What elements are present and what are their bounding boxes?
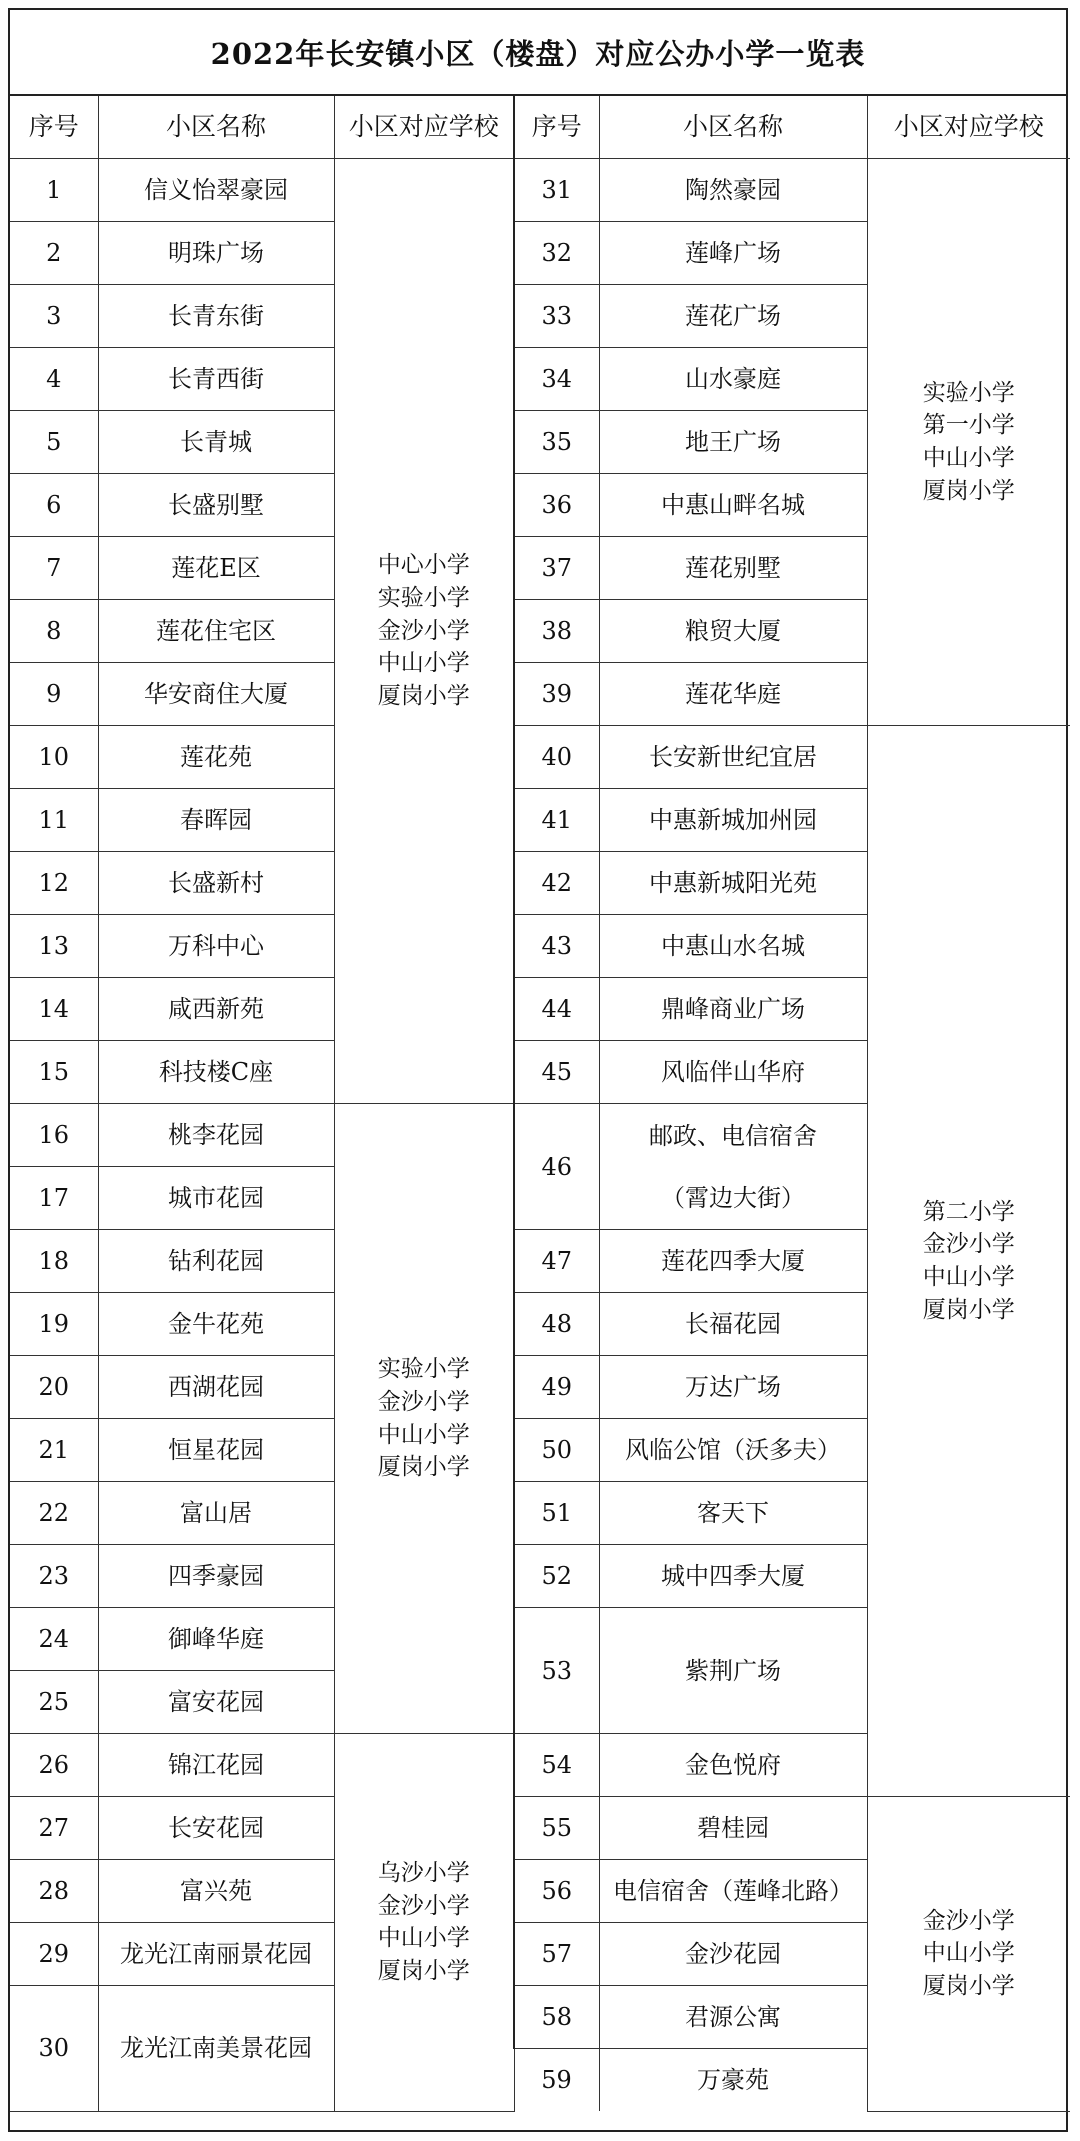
row-number: 21 xyxy=(10,1419,98,1482)
row-number: 4 xyxy=(10,348,98,411)
community-name: 长福花园 xyxy=(599,1293,867,1356)
header-no: 序号 xyxy=(10,96,98,159)
row-number: 14 xyxy=(10,978,98,1041)
row-number: 52 xyxy=(514,1545,599,1608)
row-number: 31 xyxy=(514,159,599,222)
row-number: 9 xyxy=(10,663,98,726)
community-name: 风临伴山华府 xyxy=(599,1041,867,1104)
row-number: 48 xyxy=(514,1293,599,1356)
community-name: 华安商住大厦 xyxy=(98,663,334,726)
row-number: 53 xyxy=(514,1608,599,1734)
assigned-schools: 中心小学 实验小学 金沙小学 中山小学 厦岗小学 xyxy=(334,159,514,1104)
community-name: 四季豪园 xyxy=(98,1545,334,1608)
community-name: 西湖花园 xyxy=(98,1356,334,1419)
community-name: 城市花园 xyxy=(98,1167,334,1230)
row-number: 22 xyxy=(10,1482,98,1545)
community-name: 信义怡翠豪园 xyxy=(98,159,334,222)
row-number: 10 xyxy=(10,726,98,789)
community-name: 风临公馆（沃多夫） xyxy=(599,1419,867,1482)
community-name: 君源公寓 xyxy=(599,1986,867,2049)
page-title: 2022年长安镇小区（楼盘）对应公办小学一览表 xyxy=(10,10,1066,96)
row-number: 59 xyxy=(514,2049,599,2112)
row-number: 29 xyxy=(10,1923,98,1986)
community-name: 中惠山畔名城 xyxy=(599,474,867,537)
community-name: 万达广场 xyxy=(599,1356,867,1419)
row-number: 23 xyxy=(10,1545,98,1608)
community-name: 咸西新苑 xyxy=(98,978,334,1041)
community-name: 长青城 xyxy=(98,411,334,474)
assigned-schools: 实验小学 第一小学 中山小学 厦岗小学 xyxy=(867,159,1070,726)
school-assignment-table xyxy=(10,96,1070,2112)
row-number: 7 xyxy=(10,537,98,600)
community-name: 莲花苑 xyxy=(98,726,334,789)
row-number: 58 xyxy=(514,1986,599,2049)
row-number: 36 xyxy=(514,474,599,537)
row-number: 40 xyxy=(514,726,599,789)
header-school: 小区对应学校 xyxy=(334,96,514,159)
community-name: 山水豪庭 xyxy=(599,348,867,411)
row-number: 20 xyxy=(10,1356,98,1419)
assigned-schools: 第二小学 金沙小学 中山小学 厦岗小学 xyxy=(867,726,1070,1797)
community-name: 桃李花园 xyxy=(98,1104,334,1167)
community-name: 长安新世纪宜居 xyxy=(599,726,867,789)
community-name: 鼎峰商业广场 xyxy=(599,978,867,1041)
community-name: 粮贸大厦 xyxy=(599,600,867,663)
row-number: 1 xyxy=(10,159,98,222)
row-number: 57 xyxy=(514,1923,599,1986)
row-number: 46 xyxy=(514,1104,599,1230)
row-number: 26 xyxy=(10,1734,98,1797)
community-name: 长青东街 xyxy=(98,285,334,348)
row-number: 5 xyxy=(10,411,98,474)
row-number: 34 xyxy=(514,348,599,411)
community-name: 金牛花苑 xyxy=(98,1293,334,1356)
row-number: 35 xyxy=(514,411,599,474)
community-name: 陶然豪园 xyxy=(599,159,867,222)
row-number: 37 xyxy=(514,537,599,600)
row-number: 25 xyxy=(10,1671,98,1734)
community-name: 钻利花园 xyxy=(98,1230,334,1293)
community-name: 明珠广场 xyxy=(98,222,334,285)
community-name-line: 邮政、电信宿舍 xyxy=(649,1121,817,1150)
header-community: 小区名称 xyxy=(98,96,334,159)
row-number: 8 xyxy=(10,600,98,663)
community-name: 紫荆广场 xyxy=(599,1608,867,1734)
community-name: 富山居 xyxy=(98,1482,334,1545)
community-name: 万豪苑 xyxy=(599,2049,867,2112)
row-number: 13 xyxy=(10,915,98,978)
row-number: 54 xyxy=(514,1734,599,1797)
community-name: 恒星花园 xyxy=(98,1419,334,1482)
table-sheet xyxy=(8,8,1068,2132)
row-number: 47 xyxy=(514,1230,599,1293)
community-name: 地王广场 xyxy=(599,411,867,474)
table-row xyxy=(10,1797,1070,1860)
community-name: 莲花E区 xyxy=(98,537,334,600)
community-name: 金色悦府 xyxy=(599,1734,867,1797)
community-name: 城中四季大厦 xyxy=(599,1545,867,1608)
row-number: 41 xyxy=(514,789,599,852)
community-name: 龙光江南丽景花园 xyxy=(98,1923,334,1986)
row-number: 30 xyxy=(10,1986,98,2112)
row-number: 11 xyxy=(10,789,98,852)
community-name: 客天下 xyxy=(599,1482,867,1545)
community-name: 春晖园 xyxy=(98,789,334,852)
community-name: 中惠新城阳光苑 xyxy=(599,852,867,915)
row-number: 24 xyxy=(10,1608,98,1671)
community-name: 龙光江南美景花园 xyxy=(98,1986,334,2112)
row-number: 33 xyxy=(514,285,599,348)
row-number: 16 xyxy=(10,1104,98,1167)
community-name: 莲花华庭 xyxy=(599,663,867,726)
row-number: 45 xyxy=(514,1041,599,1104)
row-number: 6 xyxy=(10,474,98,537)
community-name: 科技楼C座 xyxy=(98,1041,334,1104)
row-number: 3 xyxy=(10,285,98,348)
community-name: 中惠山水名城 xyxy=(599,915,867,978)
community-name: 御峰华庭 xyxy=(98,1608,334,1671)
row-number: 2 xyxy=(10,222,98,285)
header-community: 小区名称 xyxy=(599,96,867,159)
row-number: 56 xyxy=(514,1860,599,1923)
community-name: 莲花别墅 xyxy=(599,537,867,600)
community-name: 万科中心 xyxy=(98,915,334,978)
community-name: 长盛新村 xyxy=(98,852,334,915)
assigned-schools: 乌沙小学 金沙小学 中山小学 厦岗小学 xyxy=(334,1734,514,2112)
row-number: 15 xyxy=(10,1041,98,1104)
row-number: 19 xyxy=(10,1293,98,1356)
row-number: 55 xyxy=(514,1797,599,1860)
community-name: 莲花四季大厦 xyxy=(599,1230,867,1293)
community-name: 富安花园 xyxy=(98,1671,334,1734)
community-name: 长青西街 xyxy=(98,348,334,411)
community-name: 锦江花园 xyxy=(98,1734,334,1797)
table-row xyxy=(10,726,1070,789)
row-number: 50 xyxy=(514,1419,599,1482)
community-name: 电信宿舍（莲峰北路） xyxy=(599,1860,867,1923)
community-name: 富兴苑 xyxy=(98,1860,334,1923)
row-number: 49 xyxy=(514,1356,599,1419)
community-name: 碧桂园 xyxy=(599,1797,867,1860)
row-number: 42 xyxy=(514,852,599,915)
community-name-line: （霄边大街） xyxy=(661,1183,805,1212)
community-name: 莲峰广场 xyxy=(599,222,867,285)
header-row xyxy=(10,96,1070,159)
community-name: 莲花广场 xyxy=(599,285,867,348)
row-number: 39 xyxy=(514,663,599,726)
community-name: 莲花住宅区 xyxy=(98,600,334,663)
row-number: 38 xyxy=(514,600,599,663)
community-name xyxy=(599,1104,867,1230)
header-no: 序号 xyxy=(514,96,599,159)
row-number: 27 xyxy=(10,1797,98,1860)
row-number: 12 xyxy=(10,852,98,915)
assigned-schools: 实验小学 金沙小学 中山小学 厦岗小学 xyxy=(334,1104,514,1734)
row-number: 51 xyxy=(514,1482,599,1545)
community-name: 长盛别墅 xyxy=(98,474,334,537)
table-row xyxy=(10,159,1070,222)
row-number: 28 xyxy=(10,1860,98,1923)
row-number: 44 xyxy=(514,978,599,1041)
header-school: 小区对应学校 xyxy=(867,96,1070,159)
row-number: 18 xyxy=(10,1230,98,1293)
community-name: 长安花园 xyxy=(98,1797,334,1860)
row-number: 17 xyxy=(10,1167,98,1230)
row-number: 32 xyxy=(514,222,599,285)
row-number: 43 xyxy=(514,915,599,978)
assigned-schools: 金沙小学 中山小学 厦岗小学 xyxy=(867,1797,1070,2112)
community-name: 金沙花园 xyxy=(599,1923,867,1986)
community-name: 中惠新城加州园 xyxy=(599,789,867,852)
